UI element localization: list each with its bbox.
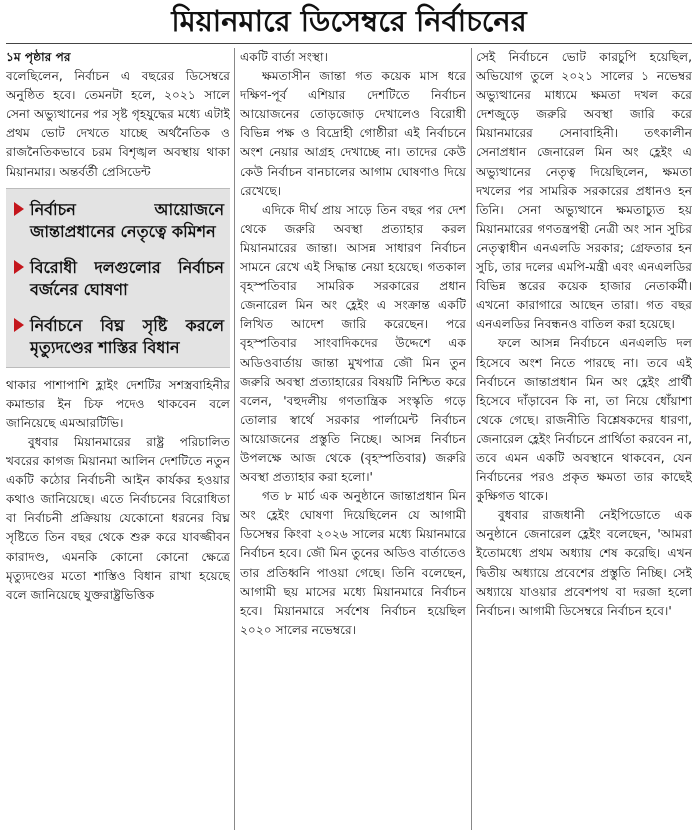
- highlight-item: [12, 315, 224, 359]
- paragraph: বুধবার রাজধানী নেইপিডোতে এক অনুষ্ঠানে জেনারেল হ্লেইং বলেছেন, 'আমরা ইতোমধ্যে প্রথম অধ্যায় শেষ করেছি। এখন দ্বিতীয় অধ্যায়ে প্রবেশের প্রস্তুতি নিচ্ছি। সেই অধ্যায়ে যাওয়ার প্রবেশপথ বা দরজা হলো নির্বাচন। আগামী ডিসেম্বরে নির্বাচন হবে।': [476, 508, 692, 618]
- column-1: [6, 48, 230, 836]
- highlights-box: [6, 188, 230, 368]
- paragraph: বুধবার মিয়ানমারের রাষ্ট্র পরিচালিত খবরের কাগজ মিয়ানমা আলিন দেশটিতে নতুন একটি কঠোর নির্বাচনী আইন কার্যকর হওয়ার কথাও জানিয়েছে। এতে নির্বাচনের বিরোধিতা বা নির্বাচনী প্রক্রিয়ায় যেকোনো ধরনের বিঘ্ন সৃষ্টিতে তিন বছর থেকে শুরু করে যাবজ্জীবন কারাদণ্ড, এমনকি কোনো কোনো ক্ষেত্রে মৃত্যুদণ্ডের মতো শাস্তিও বিধান রাখা হয়েছে বলে জানিয়েছে যুক্তরাষ্ট্রভিত্তিক: [6, 434, 230, 602]
- paragraph: ফলে আসন্ন নির্বাচনে এনএলডি দল হিসেবে অংশ নিতে পারছে না। তবে এই নির্বাচনে জান্তাপ্রধান মিন অং হ্লেইং প্রার্থী হিসেবে দাঁড়াবেন কি না, তা নিয়ে ধোঁয়াশা থেকে গেছে। রাজনীতি বিশ্লেষকদের ধারণা, জেনারেল হ্লেইং নির্বাচনে প্রার্থিতা করবেন না, তবে এমন একটি অবস্থানে থাকবেন, যেন নির্বাচনের পরও প্রকৃত ক্ষমতা তার কাছেই কুক্ষিগত থাকে।: [476, 336, 692, 504]
- paragraph: গত ৮ মার্চ এক অনুষ্ঠানে জান্তাপ্রধান মিন অং হ্লেইং ঘোষণা দিয়েছিলেন যে আগামী ডিসেম্বর কিংবা ২০২৬ সালের মধ্যে মিয়ানমারে নির্বাচন হবে। জৌ মিন তুনের অডিও বার্তাতেও তার প্রতিধ্বনি পাওয়া গেছে। তিনি বলেছেন, আগামী ছয় মাসের মধ্যে মিয়ানমারে নির্বাচন হবে। মিয়ানমারে সর্বশেষ নির্বাচন হয়েছিল ২০২০ সালের নভেম্বরে।: [240, 489, 466, 637]
- headline: মিয়ানমারে ডিসেম্বরে নির্বাচনের: [171, 4, 527, 38]
- highlight-item: [12, 199, 224, 243]
- paragraph: সেই নির্বাচনে ভোট কারচুপি হয়েছিল, অভিযোগ তুলে ২০২১ সালের ১ নভেম্বর অভ্যুত্থানের মাধ্যমে ক্ষমতা দখল করে দেশজুড়ে জরুরি অবস্থা জারি করে মিয়ানমারের সেনাবাহিনী। তৎকালীন সেনাপ্রধান জেনারেল মিন অং হ্লেইং এ অভ্যুত্থানের নেতৃত্ব দিয়েছিলেন, ক্ষমতা দখলের পর সামরিক সরকারের প্রধানও হন তিনি। সেনা অভ্যুত্থানে ক্ষমতাচ্যুত হয় মিয়ানমারের গণতন্ত্রপন্থী নেত্রী অং সান সুচির নেতৃত্বাধীন এনএলডি সরকার; গ্রেফতার হন সুচি, তার দলের এমপি-মন্ত্রী এবং এনএলডির বিভিন্ন স্তরের কয়েক হাজার নেতাকর্মী। এখনো কারাগারে আছেন তারা। গত বছর এনএলডির নিবন্ধনও বাতিল করা হয়েছে।: [476, 50, 692, 332]
- highlight-item: [12, 257, 224, 301]
- headline-rule: [6, 43, 692, 44]
- paragraph: একটি বার্তা সংস্থা।: [240, 50, 328, 64]
- red-triangle-bullet-icon: [14, 202, 24, 216]
- red-triangle-bullet-icon: [14, 318, 24, 332]
- column-3: [476, 48, 692, 836]
- highlight-text: নির্বাচনে বিঘ্ন সৃষ্টি করলে মৃত্যুদণ্ডের শাস্তির বিধান: [30, 315, 224, 357]
- highlight-text: বিরোধী দলগুলোর নির্বাচন বর্জনের ঘোষণা: [30, 257, 224, 299]
- column-2: [240, 48, 466, 836]
- paragraph: বলেছিলেন, নির্বাচন এ বছরের ডিসেম্বরে অনুষ্ঠিত হবে। তেমনটা হলে, ২০২১ সালে সেনা অভ্যুত্থানের পর সৃষ্ট গৃহযুদ্ধের মধ্যে এটাই প্রথম ভোট দেখতে যাচ্ছে অর্থনৈতিক ও রাজনৈতিকভাবে চরম বিশৃঙ্খল অবস্থায় থাকা মিয়ানমার। অন্তর্বর্তী প্রেসিডেন্ট: [6, 69, 230, 179]
- paragraph: এদিকে দীর্ঘ প্রায় সাড়ে তিন বছর পর দেশ থেকে জরুরি অবস্থা প্রত্যাহার করল মিয়ানমারের জান্তা। আসন্ন সাধারণ নির্বাচন সামনে রেখে এই সিদ্ধান্ত নেয়া হয়েছে। গতকাল বৃহস্পতিবার সামরিক সরকারের প্রধান জেনারেল মিন অং হ্লেইং এ সংক্রান্ত একটি লিখিত আদেশ জারি করেছেন। পরে বৃহস্পতিবার সাংবাদিকদের উদ্দেশে এক অডিওবার্তায় জান্তা মুখপাত্র জৌ মিন তুন জরুরি অবস্থা প্রত্যাহারের বিষয়টি নিশ্চিত করে বলেন, 'বহুদলীয় গণতান্ত্রিক সংস্কৃতি গড়ে তোলার স্বার্থে সরকার পার্লামেন্ট নির্বাচন আয়োজনের প্রস্তুতি নিচ্ছে। আসন্ন নির্বাচন উপলক্ষে আজ থেকে (বৃহস্পতিবার) জরুরি অবস্থা প্রত্যাহার করা হলো।': [240, 202, 466, 485]
- column-divider: [471, 48, 472, 830]
- paragraph: থাকার পাশাপাশি হ্লাইং দেশটির সশস্ত্রবাহিনীর কমান্ডার ইন চিফ পদেও থাকবেন বলে জানিয়েছে এমআরটিভি।: [6, 377, 230, 430]
- column-divider: [234, 48, 235, 830]
- page-jump-label: ১ম পৃষ্ঠার পর: [6, 50, 71, 64]
- paragraph: ক্ষমতাসীন জান্তা গত কয়েক মাস ধরে দক্ষিণ-পূর্ব এশিয়ার দেশটিতে নির্বাচন আয়োজনের তোড়জোড় দেখালেও বিরোধী বিভিন্ন পক্ষ ও বিদ্রোহী গোষ্ঠীরা এই নির্বাচনে অংশ নেয়ার আগ্রহ দেখাচ্ছে না। তাদের কেউ কেউ নির্বাচন বানচালের আগাম ঘোষণাও দিয়ে রেখেছে।: [240, 69, 466, 198]
- red-triangle-bullet-icon: [14, 260, 24, 274]
- highlight-text: নির্বাচন আয়োজনে জান্তাপ্রধানের নেতৃত্বে কমিশন: [30, 199, 224, 241]
